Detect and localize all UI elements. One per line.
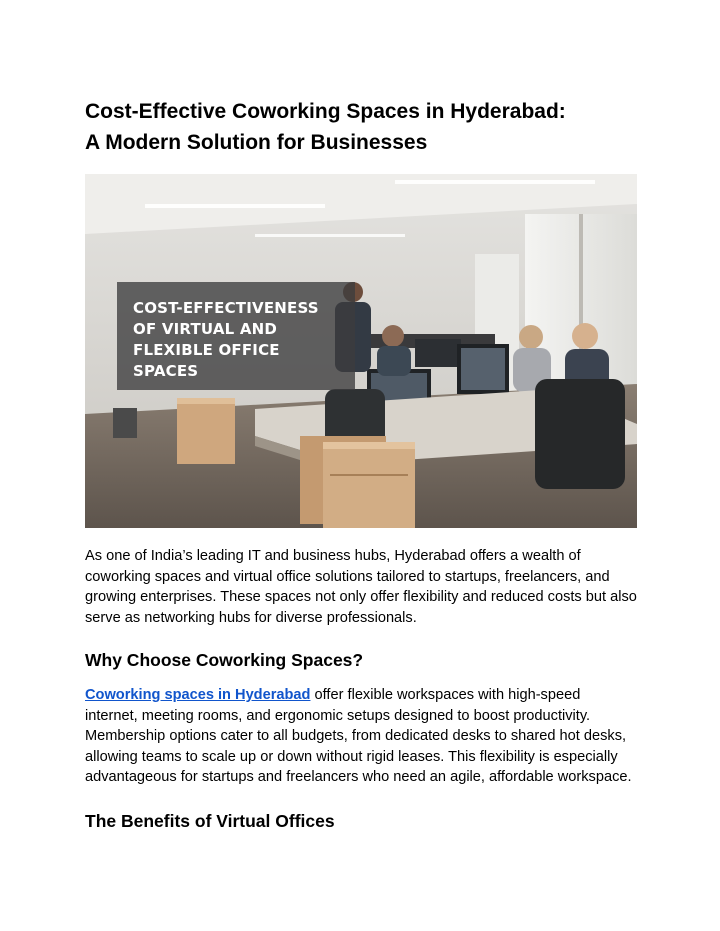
hero-caption-line-2: OF VIRTUAL AND xyxy=(133,320,278,338)
hero-caption-line-3: FLEXIBLE OFFICE xyxy=(133,341,280,359)
why-coworking-body: offer flexible workspaces with high-speed internet, meeting rooms, and ergonomic setups designed to boost productivity. Membership options cater to all budgets, from dedicated desks to shared hot desks, allowing teams to scale up or down without rigid leases. This flexibility is especially advantageous for startups and freelancers who need an agile, affordable workspace. xyxy=(85,687,632,785)
coworking-hyderabad-link[interactable]: Coworking spaces in Hyderabad xyxy=(85,687,311,703)
why-coworking-paragraph xyxy=(85,685,637,788)
intro-paragraph: As one of India’s leading IT and business hubs, Hyderabad offers a wealth of coworking spaces and virtual office solutions tailored to startups, freelancers, and growing enterprises. These spaces not only offer flexibility and reduced costs but also serve as networking hubs for diverse professionals. xyxy=(85,548,637,626)
article-title-line-1: Cost-Effective Coworking Spaces in Hyderabad: xyxy=(85,100,566,123)
hero-overlay-caption xyxy=(117,282,355,390)
hero-caption-line-1: COST-EFFECTIVENESS xyxy=(133,299,319,317)
heading-benefits-virtual-offices: The Benefits of Virtual Offices xyxy=(85,810,335,831)
article-title xyxy=(85,96,637,158)
article xyxy=(85,96,637,833)
article-title-line-2: A Modern Solution for Businesses xyxy=(85,131,428,154)
heading-why-coworking: Why Choose Coworking Spaces? xyxy=(85,650,364,670)
hero-image xyxy=(85,174,637,528)
hero-caption-line-4: SPACES xyxy=(133,362,199,380)
